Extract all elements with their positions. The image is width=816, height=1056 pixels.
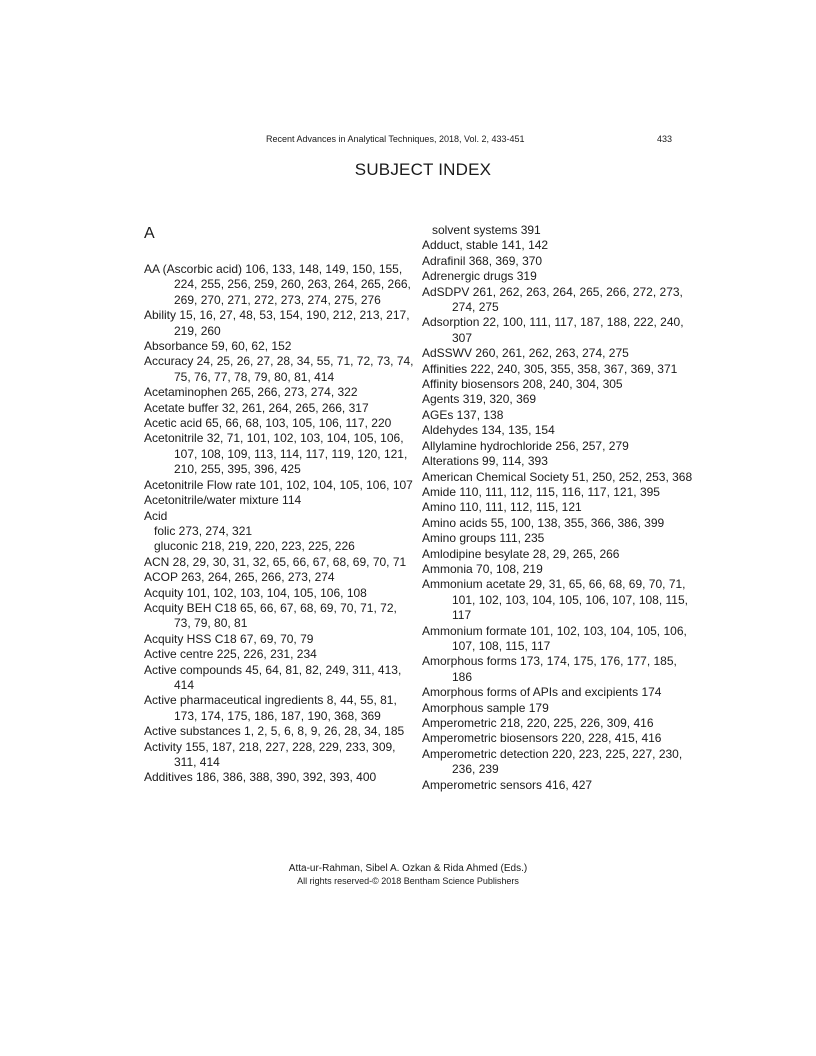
index-entry: Acetonitrile 32, 71, 101, 102, 103, 104, 105, 106, 107, 108, 109, 113, 114, 117, 119, 120, 121, 210, 255, 395, 396, 425 (144, 431, 408, 477)
index-entry: Amperometric 218, 220, 225, 226, 309, 416 (422, 716, 654, 730)
page-number: 433 (657, 134, 673, 144)
index-column-left (144, 222, 416, 786)
index-entry: Adrafinil 368, 369, 370 (422, 253, 543, 268)
index-entry: AdSSWV 260, 261, 262, 263, 274, 275 (422, 346, 629, 361)
index-entry: Acetate buffer 32, 261, 264, 265, 266, 317 (144, 400, 369, 415)
index-entry: Ability 15, 16, 27, 48, 53, 154, 190, 212, 213, 217, 219, 260 (144, 308, 410, 338)
index-entry: Acetic acid 65, 66, 68, 103, 105, 106, 117, 220 (144, 416, 392, 431)
index-entry: Acquity 101, 102, 103, 104, 105, 106, 108 (144, 585, 367, 600)
index-entry: Acquity HSS C18 67, 69, 70, 79 (144, 631, 314, 646)
footer-editors: Atta-ur-Rahman, Sibel A. Ozkan & Rida Ahmed (Eds.) (288, 863, 528, 874)
index-entry: Ammonium acetate 29, 31, 65, 66, 68, 69, 70, 71, 101, 102, 103, 104, 105, 106, 107, 108, 115, 117 (422, 577, 688, 623)
index-entry: Active pharmaceutical ingredients 8, 44, 55, 81, 173, 174, 175, 186, 187, 190, 368, 369 (144, 693, 397, 723)
index-subentry: gluconic 218, 219, 220, 223, 225, 226 (154, 539, 355, 554)
index-entry: AA (Ascorbic acid) 106, 133, 148, 149, 150, 155, 224, 255, 256, 259, 260, 263, 264, 265, 266, 269, 270, 271, 272, 273, 274, 275, 276 (144, 262, 411, 307)
index-entry: Adduct, stable 141, 142 (422, 238, 549, 253)
index-entry: Acquity BEH C18 65, 66, 67, 68, 69, 70, 71, 72, 73, 79, 80, 81 (144, 600, 397, 631)
running-head (0, 134, 816, 148)
index-entry: Acid (144, 508, 168, 523)
index-entry: Amorphous sample 179 (422, 700, 549, 715)
index-entry: Absorbance 59, 60, 62, 152 (144, 339, 292, 354)
index-entry: AdSDPV 261, 262, 263, 264, 265, 266, 272, 273, 274, 275 (422, 284, 683, 315)
index-entry: AGEs 137, 138 (422, 407, 504, 422)
index-entry: Additives 186, 386, 388, 390, 392, 393, 400 (144, 770, 377, 785)
section-letter: A (144, 225, 155, 242)
index-entry: Amlodipine besylate 28, 29, 265, 266 (422, 546, 620, 561)
index-entry: Affinity biosensors 208, 240, 304, 305 (422, 377, 623, 392)
index-entry: Adsorption 22, 100, 111, 117, 187, 188, 222, 240, 307 (422, 315, 684, 345)
index-entry: Amorphous forms of APIs and excipients 174 (422, 685, 662, 700)
index-entry: Acetonitrile/water mixture 114 (144, 493, 302, 508)
index-entry: Amino 110, 111, 112, 115, 121 (422, 500, 582, 515)
index-column-right (422, 223, 694, 793)
footer-rights: All rights reserved-© 2018 Bentham Science Publishers (297, 876, 519, 886)
index-entry: Amperometric detection 220, 223, 225, 227, 230, 236, 239 (422, 746, 683, 777)
index-entry: Acetaminophen 265, 266, 273, 274, 322 (144, 385, 358, 400)
index-entry: American Chemical Society 51, 250, 252, 253, 368 (422, 469, 693, 484)
index-entry: Amino acids 55, 100, 138, 355, 366, 386, 399 (422, 515, 665, 530)
index-entry: Amperometric sensors 416, 427 (422, 777, 593, 792)
index-entry: Amorphous forms 173, 174, 175, 176, 177, 185, 186 (422, 654, 677, 684)
page-title: SUBJECT INDEX (354, 160, 492, 179)
index-subentry: solvent systems 391 (432, 223, 541, 237)
index-entry: Aldehydes 134, 135, 154 (422, 423, 555, 438)
index-entry: Agents 319, 320, 369 (422, 392, 537, 407)
index-entry: Alterations 99, 114, 393 (422, 454, 548, 469)
index-subentry: folic 273, 274, 321 (154, 523, 253, 538)
journal-citation: Recent Advances in Analytical Techniques, 2018, Vol. 2, 433-451 (266, 134, 525, 144)
index-entry: Ammonium formate 101, 102, 103, 104, 105, 106, 107, 108, 115, 117 (422, 623, 687, 653)
index-entry: Active compounds 45, 64, 81, 82, 249, 311, 413, 414 (144, 662, 402, 692)
index-entry: ACN 28, 29, 30, 31, 32, 65, 66, 67, 68, 69, 70, 71 (144, 554, 407, 569)
index-entry: Active substances 1, 2, 5, 6, 8, 9, 26, 28, 34, 185 (144, 724, 405, 739)
index-entry: Activity 155, 187, 218, 227, 228, 229, 233, 309, 311, 414 (144, 739, 396, 769)
index-entry: Acetonitrile Flow rate 101, 102, 104, 105, 106, 107 (144, 477, 413, 492)
index-entry: Amino groups 111, 235 (422, 531, 545, 546)
index-entry: Adrenergic drugs 319 (422, 269, 537, 284)
index-entry: Amide 110, 111, 112, 115, 116, 117, 121, 395 (422, 484, 660, 499)
index-entry: Amperometric biosensors 220, 228, 415, 416 (422, 731, 662, 746)
index-entry: Affinities 222, 240, 305, 355, 358, 367, 369, 371 (422, 361, 678, 376)
page-footer (0, 862, 816, 888)
index-entry: Allylamine hydrochloride 256, 257, 279 (422, 438, 629, 453)
index-entry: Accuracy 24, 25, 26, 27, 28, 34, 55, 71, 72, 73, 74, 75, 76, 77, 78, 79, 80, 81, 414 (144, 354, 414, 384)
index-entry: Ammonia 70, 108, 219 (422, 561, 543, 576)
index-entry: ACOP 263, 264, 265, 266, 273, 274 (144, 570, 335, 585)
index-entry: Active centre 225, 226, 231, 234 (144, 647, 317, 662)
